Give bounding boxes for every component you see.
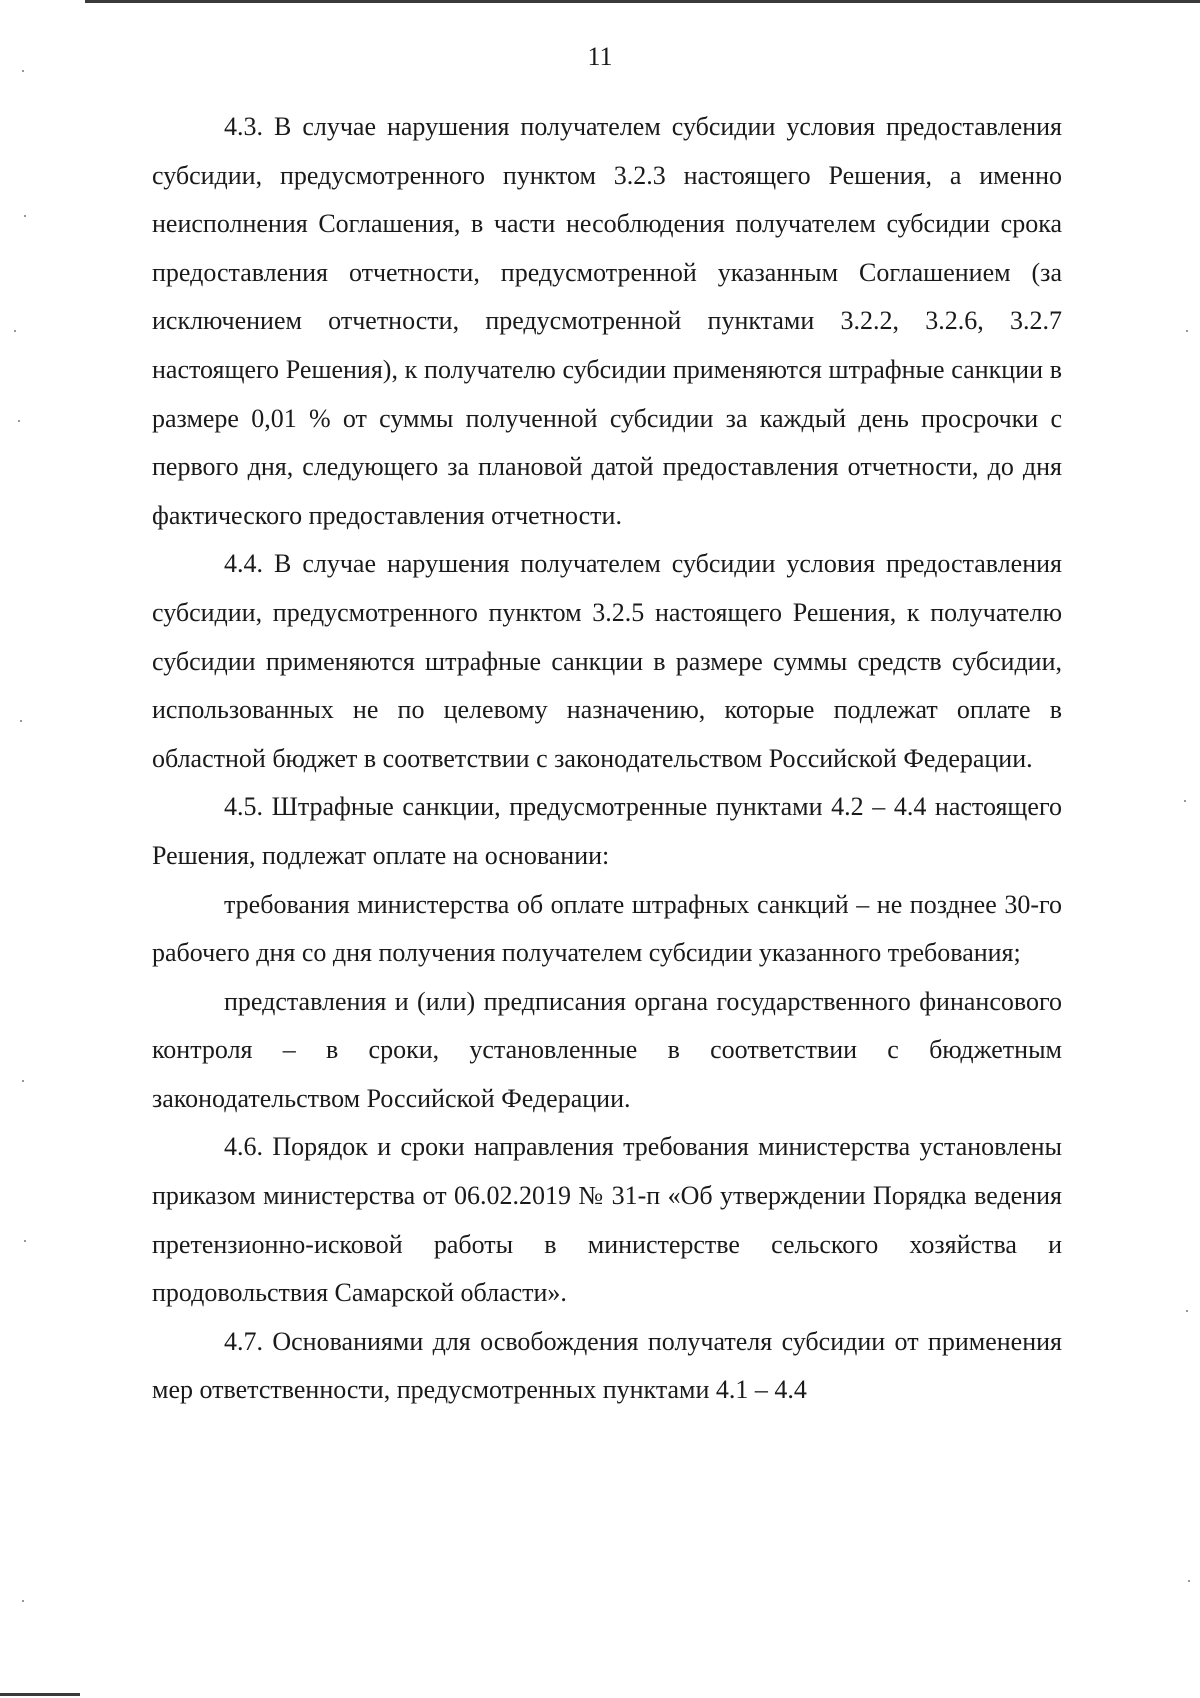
- scan-bottom-edge: [0, 1693, 80, 1696]
- scan-top-edge: [85, 0, 1200, 3]
- paragraph-4-5: 4.5. Штрафные санкции, предусмотренные пунктами 4.2 – 4.4 настоящего Решения, подлежат оплате на основании:: [152, 792, 1062, 870]
- scan-speck: [22, 1080, 24, 1082]
- scan-speck: [1184, 800, 1186, 802]
- scan-speck: [22, 1600, 24, 1602]
- paragraph-4-7: 4.7. Основаниями для освобождения получателя субсидии от применения мер ответственности, предусмотренных пунктами 4.1 – 4.4: [152, 1326, 1062, 1405]
- scan-speck: [24, 1240, 26, 1242]
- paragraph-4-4: 4.4. В случае нарушения получателем субсидии условия предоставления субсидии, предусмотренного пунктом 3.2.5 настоящего Решения, к получателю субсидии применяются штрафные санкции в размере суммы средств субсидии, использованных не по целевому назначению, которые подлежат оплате в областной бюджет в соответствии с законодательством Российской Федерации.: [152, 549, 1062, 773]
- paragraph-4-5-item-requirement: требования министерства об оплате штрафных санкций – не позднее 30-го рабочего дня со дня получения получателем субсидии указанного требования;: [152, 889, 1062, 968]
- scan-speck: [14, 330, 16, 332]
- scan-speck: [1186, 1310, 1188, 1312]
- scan-speck: [24, 215, 26, 217]
- page-number: 11: [587, 42, 613, 71]
- scan-speck: [1186, 330, 1188, 332]
- scan-speck: [18, 420, 20, 422]
- scan-speck: [20, 720, 22, 722]
- document-body: [152, 103, 1062, 1415]
- paragraph-4-3: 4.3. В случае нарушения получателем субсидии условия предоставления субсидии, предусмотренного пунктом 3.2.3 настоящего Решения, а именно неисполнения Соглашения, в части несоблюдения получателем субсидии срока предоставления отчетности, предусмотренной указанным Соглашением (за исключением отчетности, предусмотренной пунктами 3.2.2, 3.2.6, 3.2.7 настоящего Решения), к получателю субсидии применяются штрафные санкции в размере 0,01 % от суммы полученной субсидии за каждый день просрочки с первого дня, следующего за плановой датой предоставления отчетности, до дня фактического предоставления отчетности.: [152, 112, 1062, 530]
- scan-speck: [1188, 1580, 1190, 1582]
- paragraph-4-6: 4.6. Порядок и сроки направления требования министерства установлены приказом министерства от 06.02.2019 № 31-п «Об утверждении Порядка ведения претензионно-исковой работы в министерстве сельского хозяйства и продовольствия Самарской области».: [152, 1132, 1062, 1308]
- paragraph-4-5-item-control: представления и (или) предписания органа государственного финансового контроля – в сроки, установленные в соответствии с бюджетным законодательством Российской Федерации.: [152, 986, 1062, 1113]
